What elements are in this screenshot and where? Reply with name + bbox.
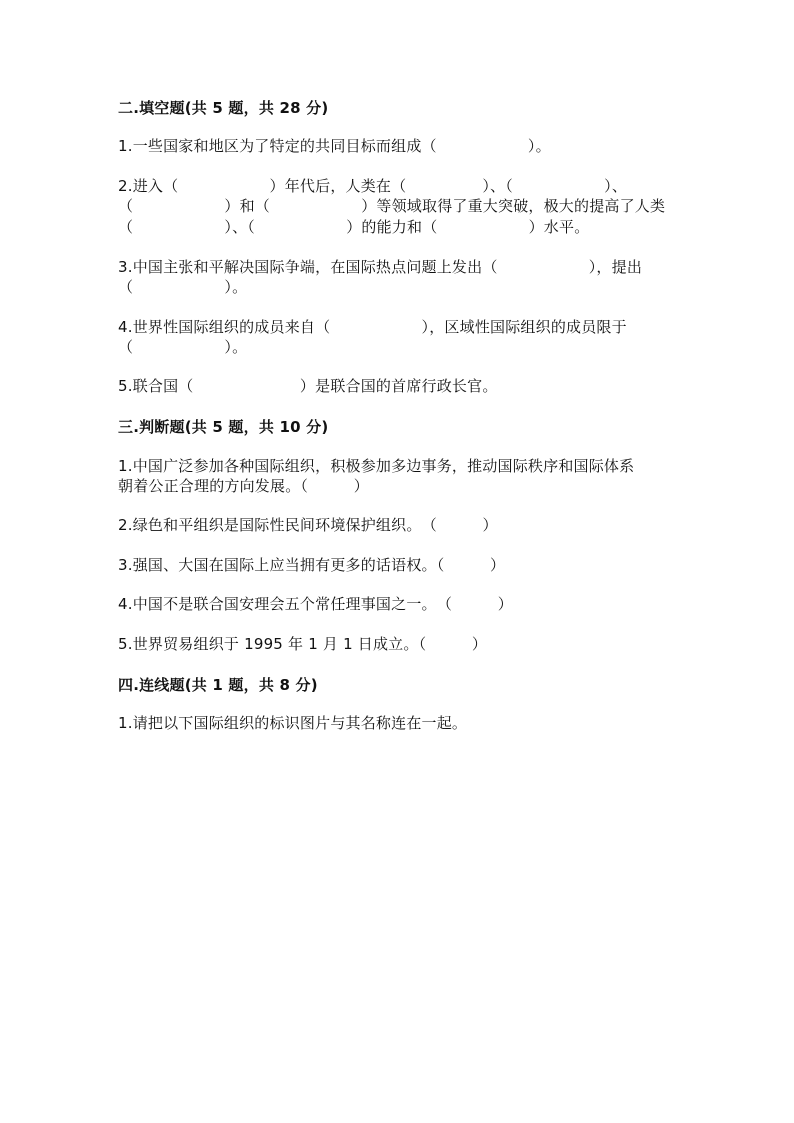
fill-blank-question-4-line-1: 4.世界性国际组织的成员来自（ ），区域性国际组织的成员限于 xyxy=(118,318,627,336)
judge-question-3: 3.强国、大国在国际上应当拥有更多的话语权。（ ） xyxy=(118,556,506,574)
fill-blank-question-3-line-2: （ ）。 xyxy=(118,278,248,296)
judge-question-5: 5.世界贸易组织于 1995 年 1 月 1 日成立。（ ） xyxy=(118,635,488,653)
judge-question-2: 2.绿色和平组织是国际性民间环境保护组织。 （ ） xyxy=(118,516,498,534)
fill-blank-question-4-line-2: （ ）。 xyxy=(118,338,248,356)
fill-blank-question-2-line-1: 2.进入（ ）年代后，人类在（ ）、（ ）、 xyxy=(118,177,628,195)
fill-blank-question-5: 5.联合国（ ）是联合国的首席行政长官。 xyxy=(118,377,498,395)
judge-question-4: 4.中国不是联合国安理会五个常任理事国之一。 （ ） xyxy=(118,595,513,613)
fill-blank-question-2-line-2: （ ）和（ ）等领域取得了重大突破，极大的提高了人类 xyxy=(118,197,666,215)
fill-blank-question-3-line-1: 3.中国主张和平解决国际争端，在国际热点问题上发出（ ），提出 xyxy=(118,258,643,276)
section-title-judge: 三.判断题(共 5 题，共 10 分) xyxy=(118,418,329,436)
fill-blank-question-2-line-3: （ ）、（ ）的能力和（ ）水平。 xyxy=(118,218,590,236)
section-title-fill-blank: 二.填空题(共 5 题，共 28 分) xyxy=(118,99,329,117)
matching-question-1: 1.请把以下国际组织的标识图片与其名称连在一起。 xyxy=(118,714,468,732)
judge-question-1-line-1: 1.中国广泛参加各种国际组织，积极参加多边事务，推动国际秩序和国际体系 xyxy=(118,457,635,475)
judge-question-1-line-2: 朝着公正合理的方向发展。（ ） xyxy=(118,477,369,495)
section-title-matching: 四.连线题(共 1 题，共 8 分) xyxy=(118,676,318,694)
fill-blank-question-1: 1.一些国家和地区为了特定的共同目标而组成（ ）。 xyxy=(118,137,551,155)
